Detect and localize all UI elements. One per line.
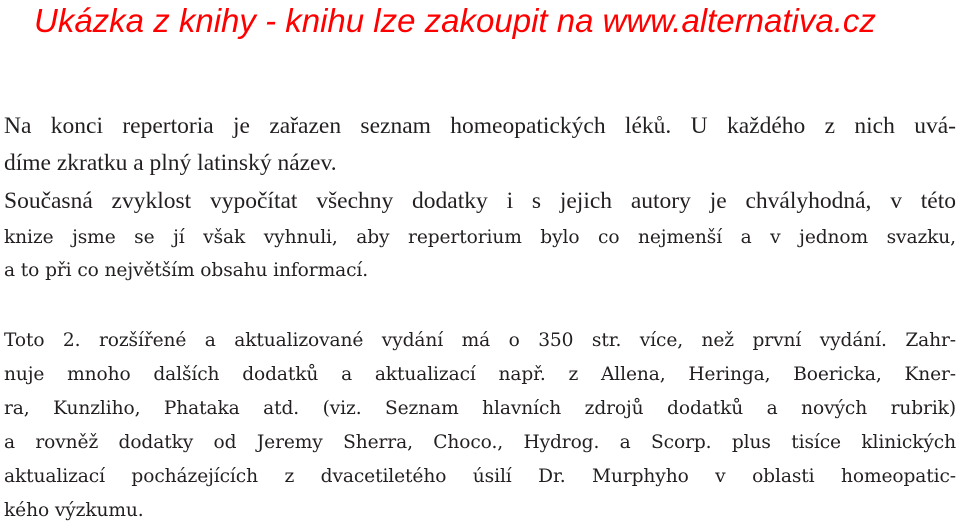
text-line: knize jsme se jí však vyhnuli, aby repertorium bylo co nejmenší a v jednom svazku, bbox=[4, 227, 956, 248]
sample-banner: Ukázka z knihy - knihu lze zakoupit na www.alternativa.cz bbox=[34, 2, 876, 39]
text-line: kého výzkumu. bbox=[4, 500, 144, 521]
text-line: Současná zvyklost vypočítat všechny dodatky i s jejich autory je chvályhodná, v této bbox=[4, 188, 956, 214]
text-line: aktualizací pocházejících z dvacetiletého úsilí Dr. Murphyho v oblasti homeopatic- bbox=[4, 466, 956, 487]
text-line: nuje mnoho dalších dodatků a aktualizací např. z Allena, Heringa, Boericka, Kner- bbox=[4, 364, 956, 385]
text-line: a to při co největším obsahu informací. bbox=[4, 260, 369, 281]
text-line: Na konci repertoria je zařazen seznam homeopatických léků. U každého z nich uvá- bbox=[4, 113, 956, 139]
text-line: a rovněž dodatky od Jeremy Sherra, Choco., Hydrog. a Scorp. plus tisíce klinických bbox=[4, 432, 956, 453]
text-line: ra, Kunzliho, Phataka atd. (viz. Seznam hlavních zdrojů dodatků a nových rubrik) bbox=[4, 398, 956, 419]
text-line: Toto 2. rozšířené a aktualizované vydání má o 350 str. více, než první vydání. Zahr- bbox=[4, 330, 956, 351]
text-line: díme zkratku a plný latinský název. bbox=[4, 150, 337, 176]
